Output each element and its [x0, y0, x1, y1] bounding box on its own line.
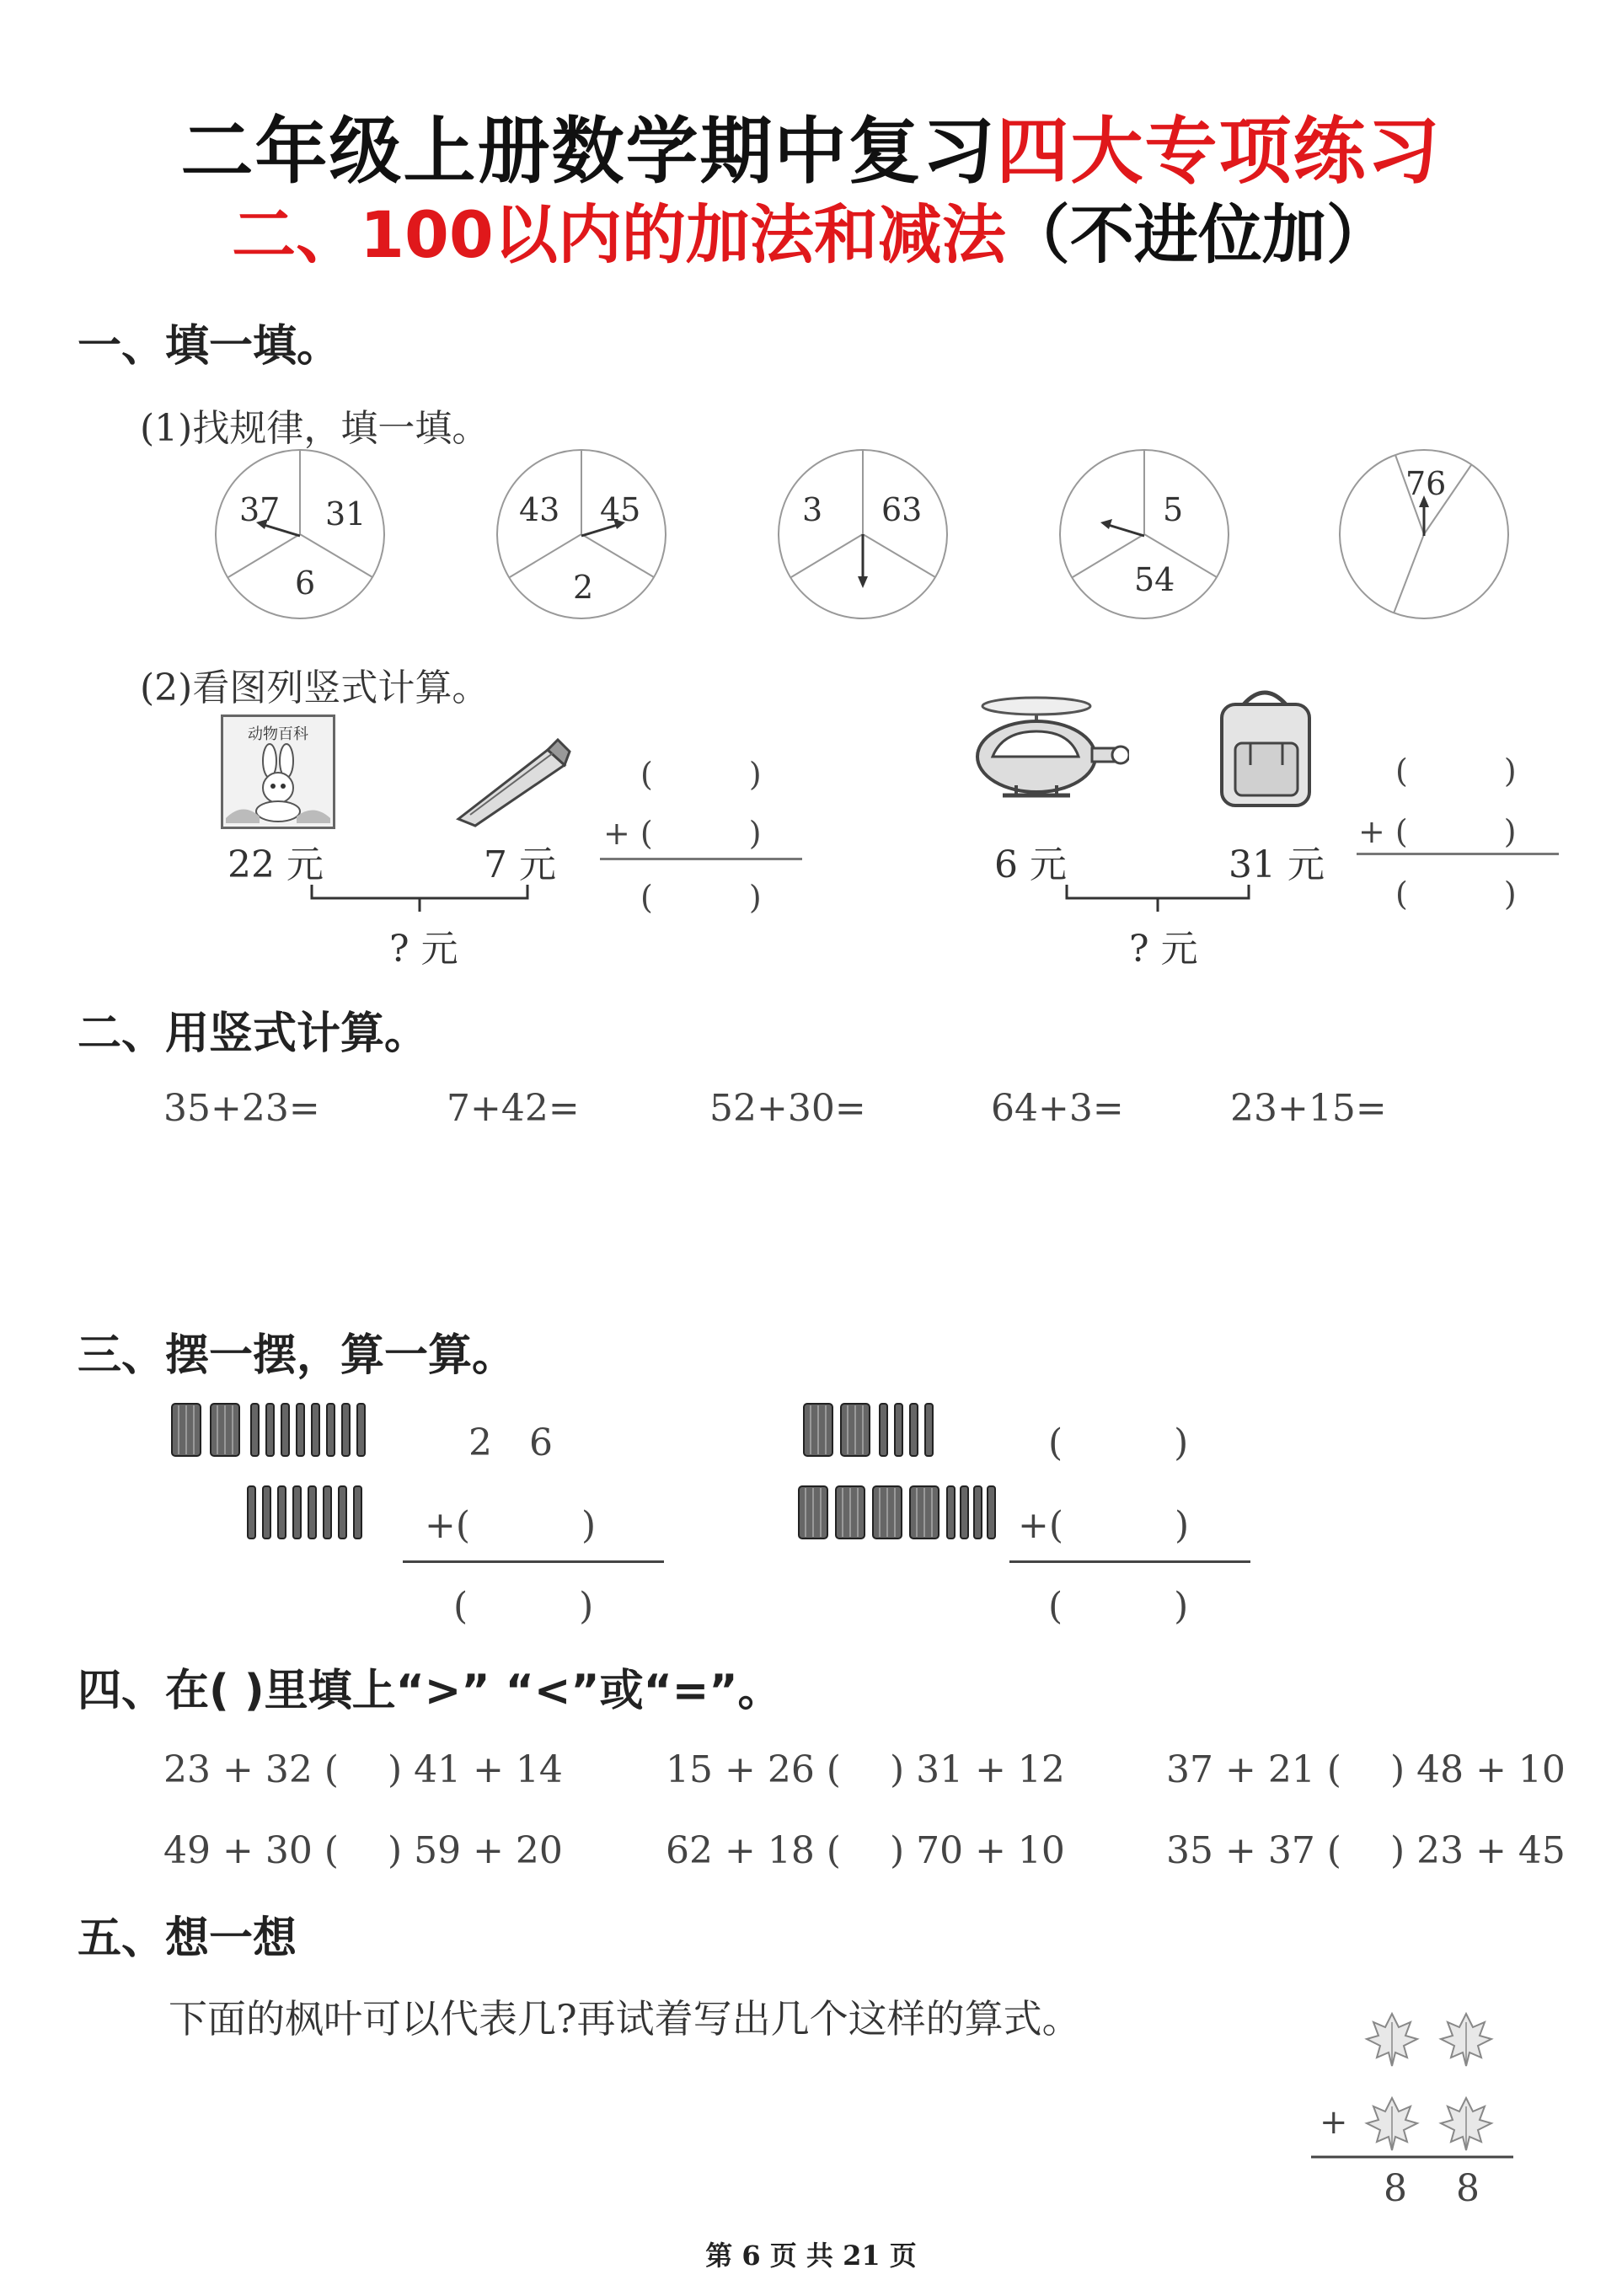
- wheel3-b: 63: [881, 491, 923, 528]
- left-total: ? 元: [389, 928, 458, 971]
- sticks-right-plus: +( ): [1018, 1504, 1190, 1547]
- page-title: 二年级上册数学期中复习四大专项练习: [180, 110, 1442, 194]
- vertical-expr-4: 64+3=: [991, 1087, 1124, 1130]
- right-total: ? 元: [1129, 928, 1198, 971]
- wheel1-b: 31: [325, 495, 367, 533]
- svg-text:+: +: [1320, 2103, 1348, 2142]
- right-calc-result: ( ): [1395, 875, 1517, 913]
- price-backpack: 31 元: [1229, 843, 1325, 886]
- book-title-label: 动物百科: [248, 725, 308, 743]
- compare-2-3: 35 + 37 ( ) 23 + 45: [1166, 1829, 1566, 1872]
- section1-part2: (2)看图列竖式计算。: [140, 666, 490, 709]
- maple-leaf-icon: [1441, 2014, 1491, 2066]
- wheel2-b: 45: [600, 491, 641, 528]
- wheel2-c: 2: [573, 569, 594, 606]
- left-calc-top: ( ): [640, 756, 762, 793]
- section5-text: 下面的枫叶可以代表几?再试着写出几个这样的算式。: [169, 1996, 1081, 2042]
- left-calc-line: [600, 858, 802, 860]
- wheel3-a: 3: [802, 491, 823, 528]
- section1-part1: (1)找规律，填一填。: [140, 407, 490, 450]
- compare-1-3: 37 + 21 ( ) 48 + 10: [1166, 1748, 1566, 1791]
- sticks-left-top: 2 6: [468, 1421, 553, 1464]
- vertical-expr-3: 52+30=: [709, 1087, 866, 1130]
- section3-heading: 三、摆一摆，算一算。: [78, 1330, 517, 1381]
- maple-leaf-icon: [1367, 2014, 1417, 2066]
- vertical-expr-1: 35+23=: [163, 1087, 320, 1130]
- page-footer: 第 6 页 共 21 页: [705, 2240, 917, 2272]
- pattern-wheel-3: [775, 447, 950, 622]
- section5-heading: 五、想一想: [78, 1913, 297, 1964]
- price-pen: 7 元: [484, 843, 556, 886]
- left-calc-result: ( ): [640, 879, 762, 916]
- sticks-left-result: ( ): [453, 1585, 594, 1628]
- helicopter-icon: [969, 691, 1129, 809]
- backpack-icon: [1210, 684, 1320, 811]
- compare-1-1: 23 + 32 ( ) 41 + 14: [163, 1748, 563, 1791]
- sticks-left-line: [403, 1560, 664, 1563]
- wheel4-c: 54: [1134, 561, 1175, 598]
- vertical-expr-5: 23+15=: [1230, 1087, 1387, 1130]
- sticks-left-plus: +( ): [425, 1504, 597, 1547]
- left-brace: [310, 883, 529, 913]
- right-calc-line: [1357, 853, 1559, 855]
- right-calc-plus: + ( ): [1358, 813, 1517, 850]
- maple-leaf-icon: [1367, 2098, 1417, 2150]
- sum-digit-ones: 8: [1456, 2167, 1480, 2210]
- compare-1-2: 15 + 26 ( ) 31 + 12: [666, 1748, 1065, 1791]
- section4-heading: 四、在( )里填上“>” “<”或“=”。: [78, 1666, 782, 1716]
- section2-heading: 二、用竖式计算。: [78, 1009, 429, 1059]
- maple-leaf-icon: [1441, 2098, 1491, 2150]
- page-subtitle: 二、100以内的加法和减法（不进位加）: [232, 197, 1390, 272]
- price-book: 22 元: [228, 843, 324, 886]
- sum-digit-tens: 8: [1384, 2167, 1407, 2210]
- vertical-expr-2: 7+42=: [447, 1087, 580, 1130]
- wheel2-a: 43: [519, 491, 560, 528]
- sticks-right-top: ( ): [1048, 1421, 1189, 1464]
- wheel5-a: 76: [1405, 465, 1447, 502]
- wheel1-c: 6: [295, 565, 316, 602]
- sticks-right-result: ( ): [1048, 1585, 1189, 1628]
- right-brace: [1065, 883, 1250, 913]
- wheel4-b: 5: [1163, 491, 1184, 528]
- pen-icon: [453, 735, 571, 827]
- counting-sticks-left: [169, 1399, 379, 1550]
- left-calc-plus: + ( ): [603, 815, 762, 852]
- animal-book-image: [221, 714, 335, 829]
- compare-2-2: 62 + 18 ( ) 70 + 10: [666, 1829, 1065, 1872]
- counting-sticks-right: [795, 1399, 1014, 1550]
- rabbit-icon: [226, 742, 330, 823]
- maple-leaf-puzzle: [1298, 2005, 1517, 2224]
- right-calc-top: ( ): [1395, 752, 1517, 789]
- compare-2-1: 49 + 30 ( ) 59 + 20: [163, 1829, 563, 1872]
- wheel1-a: 37: [239, 491, 281, 528]
- section1-heading: 一、填一填。: [78, 321, 341, 372]
- sticks-right-line: [1009, 1560, 1250, 1563]
- price-helicopter: 6 元: [994, 843, 1067, 886]
